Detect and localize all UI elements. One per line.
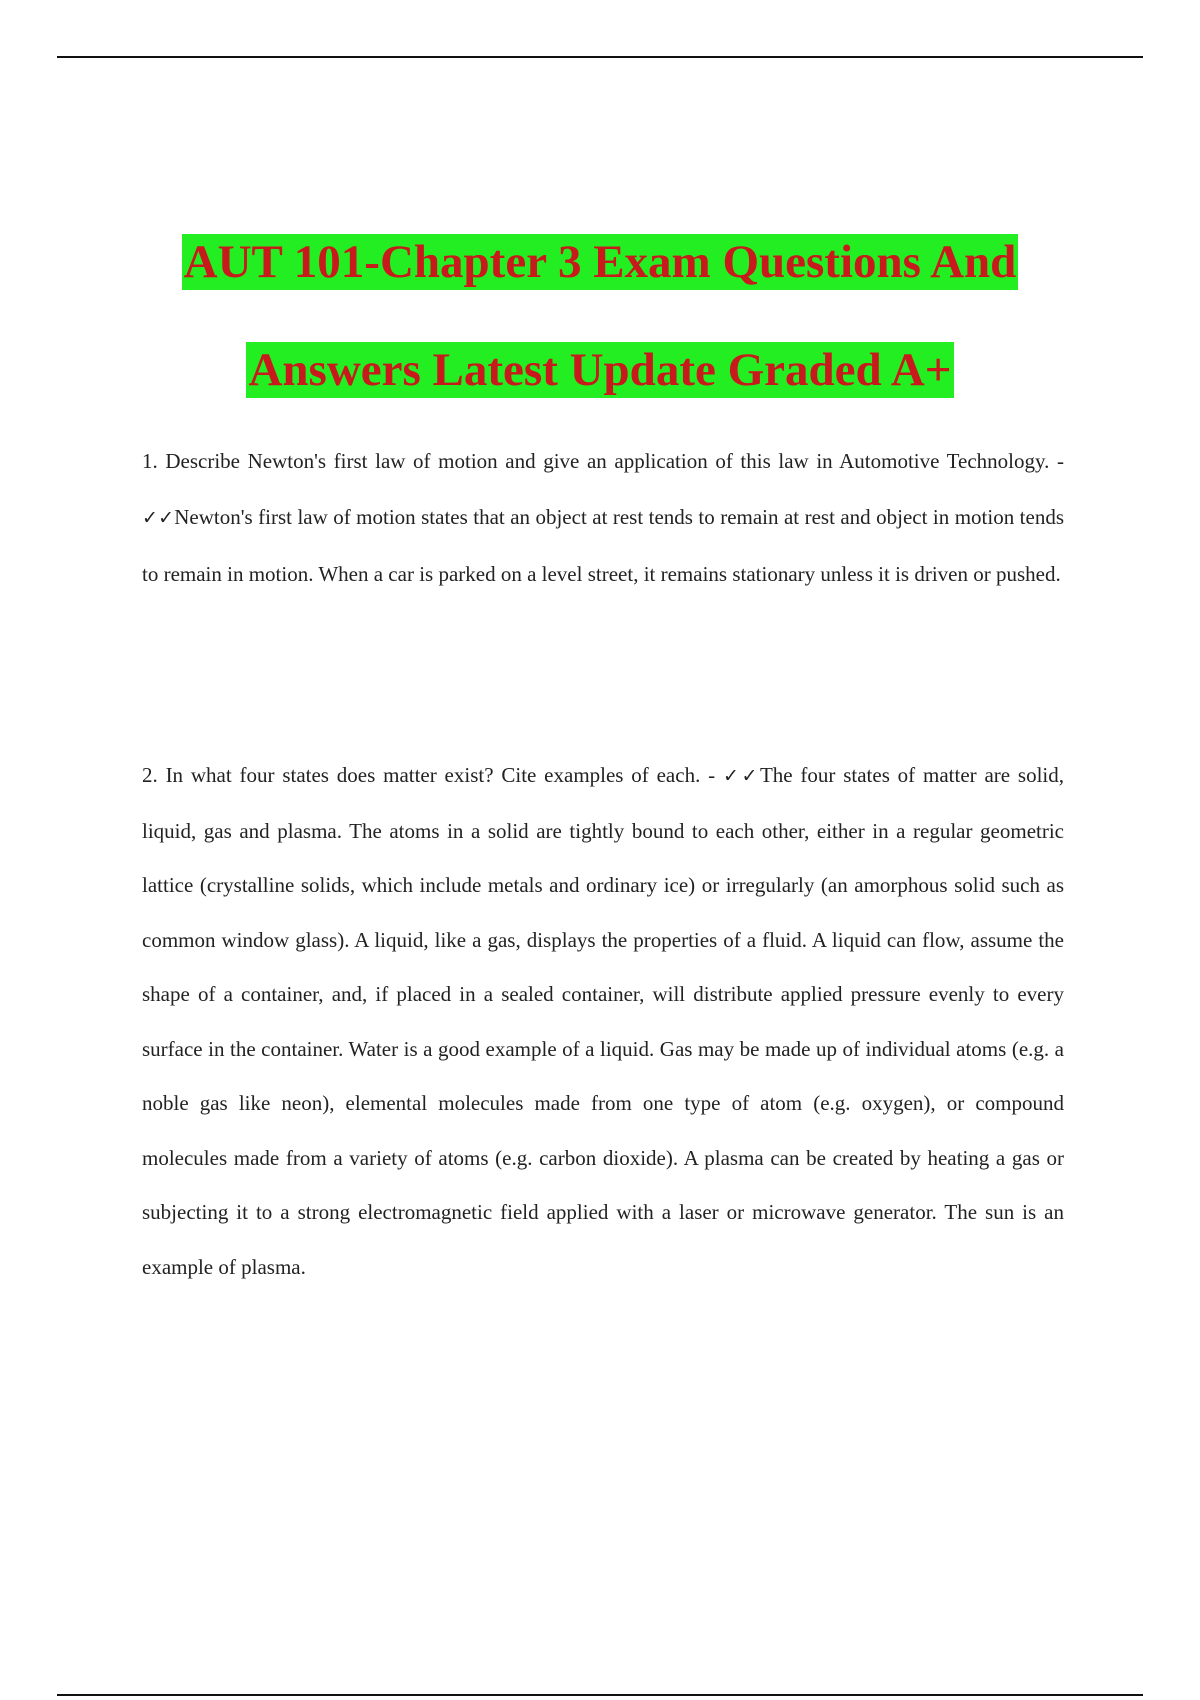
question-2: 2. In what four states does matter exist? Cite examples of each. - xyxy=(142,763,723,787)
question-1: 1. Describe Newton's first law of motion and give an application of this law in Automotive Technology. - xyxy=(142,449,1064,473)
qa-item-2 xyxy=(142,748,1064,1294)
document-title xyxy=(0,208,1200,424)
top-rule xyxy=(57,56,1143,58)
checkmark-icon: ✓✓ xyxy=(142,507,175,529)
title-line-2: Answers Latest Update Graded A+ xyxy=(248,344,952,396)
checkmark-icon: ✓✓ xyxy=(722,765,760,787)
answer-2: The four states of matter are solid, liquid, gas and plasma. The atoms in a solid are tightly bound to each other, either in a regular geometric lattice (crystalline solids, which include metals and ordinary ice) or irregularly (an amorphous solid such as common window glass). A liquid, like a gas, displays the properties of a fluid. A liquid can flow, assume the shape of a container, and, if placed in a sealed container, will distribute applied pressure evenly to every surface in the container. Water is a good example of a liquid. Gas may be made up of individual atoms (e.g. a noble gas like neon), elemental molecules made from one type of atom (e.g. oxygen), or compound molecules made from a variety of atoms (e.g. carbon dioxide). A plasma can be created by heating a gas or subjecting it to a strong electromagnetic field applied with a laser or microwave generator. The sun is an example of plasma. xyxy=(142,763,1064,1279)
bottom-rule xyxy=(57,1694,1143,1696)
title-line-1: AUT 101-Chapter 3 Exam Questions And xyxy=(183,236,1017,288)
answer-1: Newton's first law of motion states that an object at rest tends to remain at rest and object in motion tends to remain in motion. When a car is parked on a level street, it remains stationary unless it is driven or pushed. xyxy=(142,505,1064,586)
qa-item-1 xyxy=(142,433,1064,602)
